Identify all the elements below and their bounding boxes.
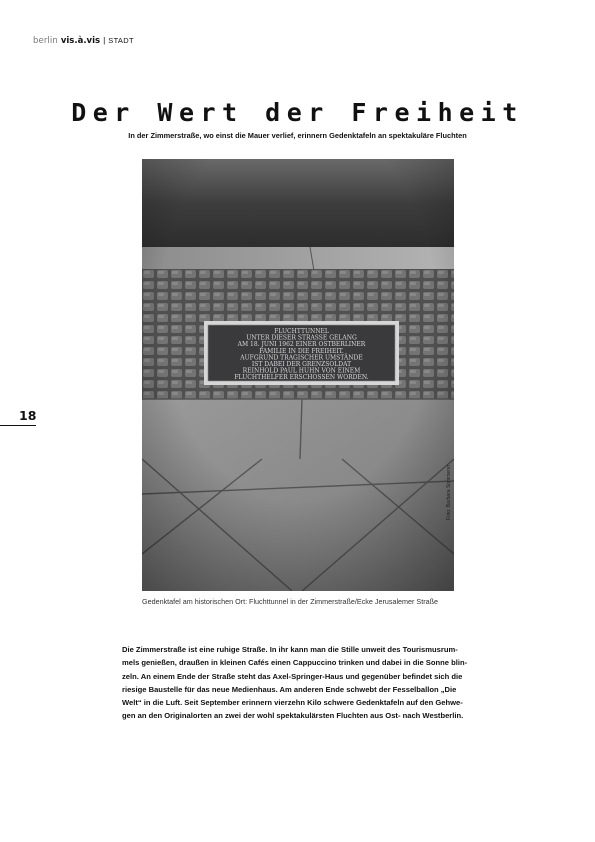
section-label: STADT <box>108 36 134 45</box>
masthead-separator: | <box>103 35 106 45</box>
photo-caption: Gedenktafel am historischen Ort: Fluchttunnel in der Zimmerstraße/Ecke Jerusalemer Straße <box>142 597 438 606</box>
article-subtitle: In der Zimmerstraße, wo einst die Mauer verlief, erinnern Gedenktafeln an spektakuläre Fluchten <box>128 131 467 140</box>
body-line: gen an den Originalorten an zwei der wohl spektakulärsten Fluchten aus Ost- nach Westberlin. <box>122 711 464 721</box>
body-line: zeln. An einem Ende der Straße steht das Axel-Springer-Haus und gegenüber befindet sich die <box>122 671 463 681</box>
body-line: Die Zimmerstraße ist eine ruhige Straße. In ihr kann man die Stille unweit des Tourismusrum- <box>122 645 458 654</box>
photo-illustration <box>142 159 454 591</box>
article-body <box>122 643 475 723</box>
article-title: Der Wert der Freiheit <box>71 98 524 127</box>
brand-berlin: berlin <box>33 36 58 46</box>
body-line: mels genießen, draußen in kleinen Cafés einen Cappuccino trinken und dabei in die Sonne blin- <box>122 658 468 668</box>
page-number-rule <box>0 425 36 426</box>
masthead <box>33 35 134 46</box>
page-number: 18 <box>19 408 37 423</box>
photo-credit: Foto: Barbara Sommerer <box>446 464 452 520</box>
article-photo <box>142 159 454 591</box>
body-line: riesige Baustelle für das neue Medienhaus. Am anderen Ende schwebt der Fesselballon „Die <box>122 684 457 694</box>
brand-visavis: vis.à.vis <box>60 36 101 46</box>
body-line: Welt“ in die Luft. Seit September erinnern vierzehn Kilo schwere Gedenktafeln auf den Gehwe- <box>122 698 463 708</box>
